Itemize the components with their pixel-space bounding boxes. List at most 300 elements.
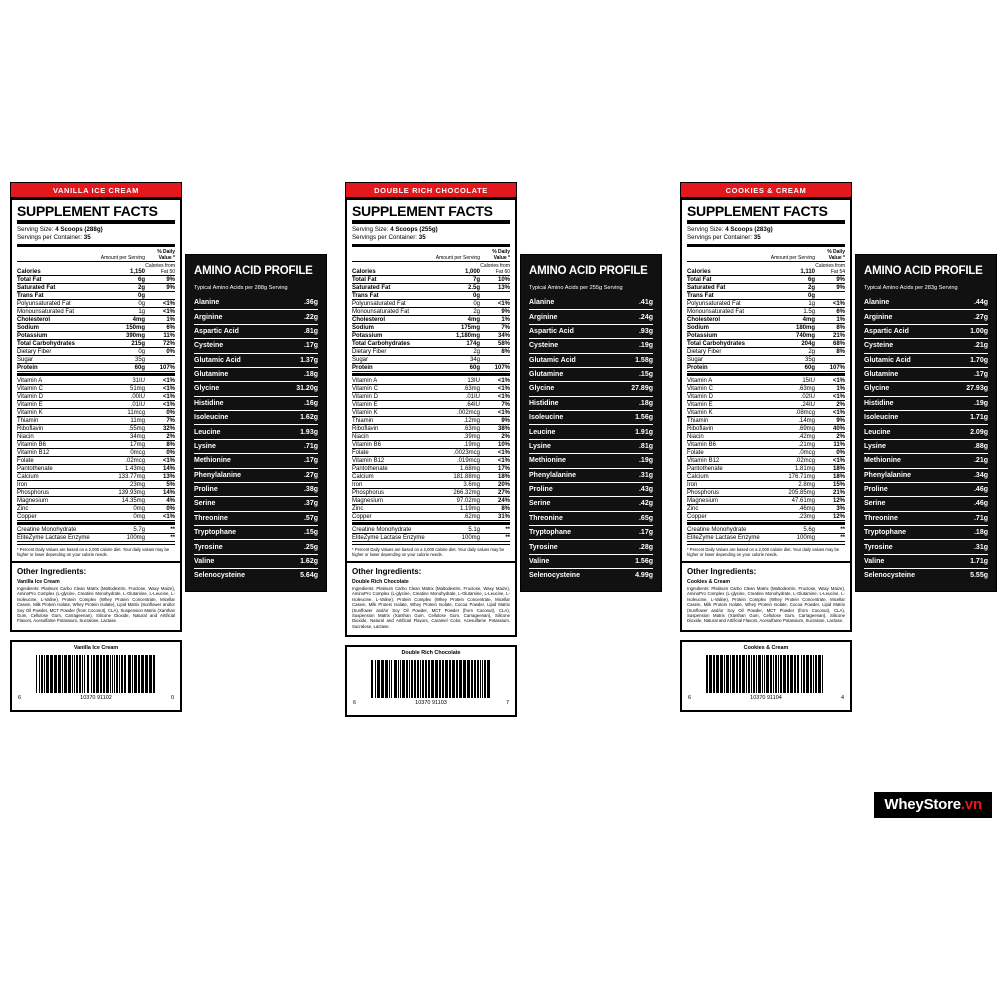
nutrient-row: [687, 364, 845, 372]
amino-row: [194, 439, 318, 453]
divider: [17, 373, 175, 376]
amino-row: [194, 497, 318, 511]
barcode-digit-left: 6: [353, 700, 357, 706]
micronutrient-row: [352, 457, 510, 465]
amino-value: .71g: [951, 511, 988, 525]
micronutrient-name: Vitamin K: [687, 409, 760, 417]
micronutrient-dv: 8%: [145, 441, 175, 449]
divider: [17, 220, 175, 224]
other-ingredients-flavor: Vanilla Ice Cream: [17, 579, 60, 585]
amino-value: .25g: [281, 540, 318, 554]
micronutrient-row: [687, 465, 845, 473]
micronutrient-dv: <1%: [145, 401, 175, 409]
micronutrient-name: Niacin: [17, 433, 90, 441]
nutrient-amount: 35g: [90, 356, 145, 364]
barcode-digit-right: 7: [505, 700, 509, 706]
micronutrient-name: Iron: [17, 481, 90, 489]
servings-label: Servings per Container:: [687, 234, 753, 241]
other-ingredients-title: Other Ingredients:: [687, 567, 757, 576]
amino-value: 1.56g: [616, 411, 653, 425]
micronutrient-name: Niacin: [687, 433, 760, 441]
amino-name: Tyrosine: [194, 540, 281, 554]
micronutrient-amount: 14.35mg: [90, 497, 145, 505]
nutrient-row: [687, 276, 845, 284]
barcode-digits-mid: 10370 91103: [415, 700, 447, 706]
micronutrient-row: [687, 425, 845, 433]
micronutrient-row: [352, 417, 510, 425]
amino-name: Methionine: [529, 454, 616, 468]
micronutrient-amount: 0mg: [90, 505, 145, 513]
micronutrient-row: [687, 385, 845, 393]
amino-value: .21g: [951, 454, 988, 468]
amino-value: .28g: [616, 540, 653, 554]
amino-name: Valine: [194, 554, 281, 568]
micronutrient-name: Zinc: [687, 505, 760, 513]
micronutrient-dv: 14%: [145, 465, 175, 473]
micronutrient-amount: .12mg: [425, 417, 480, 425]
extra-ingredient-row: [687, 534, 845, 542]
amino-value: 27.93g: [951, 382, 988, 396]
micronutrient-dv: 5%: [145, 481, 175, 489]
amino-row: [194, 526, 318, 540]
nutrient-amount: 1.5g: [760, 308, 815, 316]
amino-row: [194, 468, 318, 482]
amino-name: Threonine: [529, 511, 616, 525]
amino-row: [864, 511, 988, 525]
amino-row: [864, 425, 988, 439]
micronutrient-row: [17, 441, 175, 449]
divider: [687, 220, 845, 224]
amino-value: .41g: [616, 296, 653, 310]
nutrient-name: Sodium: [17, 324, 90, 332]
micronutrient-dv: 31%: [480, 513, 510, 521]
footnote: * Percent Daily Values are based on a 2,000 calorie diet. Your daily values may be higher or lower depending on your calorie needs.: [17, 544, 175, 557]
micronutrient-row: [687, 433, 845, 441]
amino-row: [529, 511, 653, 525]
amino-value: .24g: [616, 310, 653, 324]
micronutrient-row: [352, 433, 510, 441]
micronutrient-table: [352, 377, 510, 521]
nutrient-name: Total Carbohydrates: [687, 340, 760, 348]
other-ingredients-flavor: Double Rich Chocolate: [352, 579, 409, 585]
nutrient-name: Saturated Fat: [687, 284, 760, 292]
amino-value: .16g: [281, 396, 318, 410]
nutrient-name: Polyunsaturated Fat: [687, 300, 760, 308]
amino-value: .17g: [281, 339, 318, 353]
nutrient-dv: [145, 356, 175, 364]
amino-name: Glutamine: [194, 367, 281, 381]
nutrient-dv: <1%: [815, 300, 845, 308]
nutrient-name: Total Carbohydrates: [352, 340, 425, 348]
nutrient-amount: 0g: [425, 292, 480, 300]
divider: [17, 522, 175, 525]
micronutrient-name: Magnesium: [687, 497, 760, 505]
nutrient-dv: [815, 356, 845, 364]
amino-row: [864, 540, 988, 554]
nutrient-dv: 1%: [145, 316, 175, 324]
amino-value: .36g: [281, 296, 318, 310]
nutrient-name: Polyunsaturated Fat: [352, 300, 425, 308]
amino-name: Tyrosine: [529, 540, 616, 554]
micronutrient-row: [352, 441, 510, 449]
micronutrient-dv: <1%: [815, 377, 845, 385]
micronutrient-dv: 11%: [815, 441, 845, 449]
supplement-facts-panel: [10, 198, 182, 563]
nutrient-name: Monounsaturated Fat: [17, 308, 90, 316]
nutrient-row: [687, 308, 845, 316]
amino-name: Tyrosine: [864, 540, 951, 554]
nutrient-name: Cholesterol: [17, 316, 90, 324]
amino-name: Glutamine: [864, 367, 951, 381]
divider: [352, 220, 510, 224]
calories-value: 1,150: [90, 262, 145, 276]
micronutrient-amount: .62mg: [425, 513, 480, 521]
amino-name: Histidine: [864, 396, 951, 410]
amino-name: Histidine: [194, 396, 281, 410]
nutrient-name: Monounsaturated Fat: [352, 308, 425, 316]
other-ingredients-flavor: Cookies & Cream: [687, 579, 730, 585]
watermark-suffix: .vn: [960, 796, 982, 813]
supplement-facts-title: SUPPLEMENT FACTS: [687, 203, 828, 219]
watermark-text: WheyStore: [884, 796, 961, 813]
nutrient-name: Cholesterol: [352, 316, 425, 324]
micronutrient-dv: <1%: [145, 513, 175, 521]
micronutrient-row: [17, 497, 175, 505]
nutrient-amount: 34g: [425, 356, 480, 364]
nutrient-name: Sodium: [352, 324, 425, 332]
micronutrient-dv: 0%: [145, 505, 175, 513]
amino-value: .19g: [616, 454, 653, 468]
serving-size-label: Serving Size:: [687, 226, 724, 233]
micronutrient-amount: 3.6mg: [425, 481, 480, 489]
micronutrient-amount: .63mg: [425, 425, 480, 433]
micronutrient-amount: 1.43mg: [90, 465, 145, 473]
micronutrient-amount: 1.68mg: [425, 465, 480, 473]
micronutrient-name: Zinc: [352, 505, 425, 513]
other-ingredients-box: [680, 563, 852, 632]
barcode-number: [12, 695, 180, 701]
micronutrient-row: [352, 393, 510, 401]
micronutrient-dv: 24%: [480, 497, 510, 505]
amino-name: Selenocysteine: [529, 572, 580, 580]
nutrient-amount: 1g: [90, 308, 145, 316]
barcode-label: Vanilla Ice Cream: [73, 645, 119, 651]
micronutrient-amount: .08mcg: [760, 409, 815, 417]
amino-row: [864, 296, 988, 310]
extra-ingredient-dv: **: [145, 534, 175, 542]
barcode-digits-mid: 10370 91102: [80, 695, 112, 701]
nutrient-name: Total Carbohydrates: [17, 340, 90, 348]
amino-row: [194, 482, 318, 496]
amino-row: [194, 411, 318, 425]
micronutrient-amount: .55mg: [90, 425, 145, 433]
micronutrient-amount: 139.93mg: [90, 489, 145, 497]
amino-name: Leucine: [194, 425, 281, 439]
micronutrient-name: Folate: [352, 449, 425, 457]
micronutrient-amount: 15IU: [760, 377, 815, 385]
barcode-number: [347, 700, 515, 706]
amino-row: [864, 554, 988, 568]
amino-name: Lysine: [194, 439, 281, 453]
amino-row: [864, 454, 988, 468]
nutrient-amount: 2g: [425, 308, 480, 316]
amino-value: .46g: [951, 497, 988, 511]
amount-per-serving-header: Amount per Serving: [760, 248, 815, 262]
micronutrient-row: [352, 473, 510, 481]
nutrient-amount: 150mg: [90, 324, 145, 332]
nutrient-dv: <1%: [145, 300, 175, 308]
amino-row: [529, 554, 653, 568]
amino-row: [529, 382, 653, 396]
micronutrient-amount: .01IU: [425, 393, 480, 401]
calories-from-fat-value: 60: [504, 268, 510, 275]
nutrient-amount: 4mg: [90, 316, 145, 324]
serving-size-value: 4 Scoops (288g): [55, 226, 103, 233]
micronutrient-dv: 10%: [480, 441, 510, 449]
nutrition-table: [17, 248, 175, 372]
extra-ingredient-name: Creatine Monohydrate: [687, 526, 789, 534]
amino-row: [864, 439, 988, 453]
extra-ingredient-row: [687, 526, 845, 534]
daily-value-header: % Daily Value *: [145, 248, 175, 262]
amino-name: Valine: [529, 554, 616, 568]
amino-row: [864, 497, 988, 511]
amino-value: .18g: [616, 396, 653, 410]
nutrient-name: Saturated Fat: [17, 284, 90, 292]
nutrient-dv: [480, 292, 510, 300]
amino-name: Aspartic Acid: [529, 324, 616, 338]
amino-value: .42g: [616, 497, 653, 511]
extra-ingredient-row: [17, 526, 175, 534]
micronutrient-name: Vitamin B12: [687, 457, 760, 465]
nutrient-row: [17, 356, 175, 364]
nutrient-name: Trans Fat: [352, 292, 425, 300]
serving-size-value: 4 Scoops (255g): [390, 226, 438, 233]
barcode-digit-left: 6: [18, 695, 22, 701]
amount-per-serving-header: Amount per Serving: [90, 248, 145, 262]
nutrient-name: Saturated Fat: [352, 284, 425, 292]
amino-value: .37g: [281, 497, 318, 511]
amino-name: Glycine: [864, 382, 951, 396]
barcode-image: [706, 655, 826, 693]
calories-from-fat-label: Calories from Fat: [145, 262, 175, 275]
amino-name: Histidine: [529, 396, 616, 410]
micronutrient-dv: 12%: [815, 497, 845, 505]
barcode-box: [680, 640, 852, 712]
nutrient-name: Protein: [352, 364, 425, 372]
nutrient-name: Protein: [17, 364, 90, 372]
amino-value: 1.00g: [951, 324, 988, 338]
nutrient-row: [17, 316, 175, 324]
nutrient-row: [352, 292, 510, 300]
amino-value: 1.91g: [616, 425, 653, 439]
amino-row: [529, 439, 653, 453]
micronutrient-amount: 1.81mg: [760, 465, 815, 473]
amino-value: .44g: [951, 296, 988, 310]
micronutrient-name: Calcium: [17, 473, 90, 481]
nutrient-amount: 1,180mg: [425, 332, 480, 340]
micronutrient-dv: <1%: [145, 377, 175, 385]
amino-row: [194, 339, 318, 353]
micronutrient-dv: 13%: [145, 473, 175, 481]
micronutrient-row: [687, 393, 845, 401]
amino-value: .31g: [951, 540, 988, 554]
nutrient-amount: 390mg: [90, 332, 145, 340]
micronutrient-dv: 7%: [480, 401, 510, 409]
nutrient-dv: 10%: [480, 276, 510, 284]
amino-name: Threonine: [194, 511, 281, 525]
amino-value: .81g: [616, 439, 653, 453]
amino-name: Proline: [864, 482, 951, 496]
extra-ingredient-dv: **: [145, 526, 175, 534]
amino-row: [194, 324, 318, 338]
amino-name: Alanine: [194, 296, 281, 310]
amino-value: 1.62g: [281, 554, 318, 568]
amino-name: Arginine: [864, 310, 951, 324]
micronutrient-row: [352, 465, 510, 473]
micronutrient-dv: 0%: [815, 449, 845, 457]
nutrient-row: [352, 348, 510, 356]
micronutrient-amount: .46mg: [760, 505, 815, 513]
extra-ingredient-name: Creatine Monohydrate: [352, 526, 454, 534]
amino-value: .93g: [616, 324, 653, 338]
extra-ingredient-amount: 100mg: [454, 534, 480, 542]
amino-name: Lysine: [864, 439, 951, 453]
amino-row: [529, 353, 653, 367]
amino-row: [864, 339, 988, 353]
micronutrient-name: Copper: [352, 513, 425, 521]
micronutrient-row: [17, 409, 175, 417]
amino-row: [529, 526, 653, 540]
barcode-digits-mid: 10370 91104: [750, 695, 782, 701]
nutrient-dv: 13%: [480, 284, 510, 292]
micronutrient-name: Phosphorus: [687, 489, 760, 497]
flavor-banner: [345, 182, 517, 198]
amino-value: 31.20g: [281, 382, 318, 396]
micronutrient-amount: 2.8mg: [760, 481, 815, 489]
amino-row: [529, 482, 653, 496]
nutrient-name: Potassium: [687, 332, 760, 340]
micronutrient-dv: 12%: [815, 513, 845, 521]
flavor-banner: [680, 182, 852, 198]
nutrient-row: [687, 292, 845, 300]
micronutrient-amount: .02mcg: [90, 457, 145, 465]
barcode-box: [345, 645, 517, 717]
micronutrient-dv: <1%: [480, 377, 510, 385]
amino-name: Serine: [864, 497, 951, 511]
nutrient-dv: 8%: [480, 348, 510, 356]
barcode-number: [682, 695, 850, 701]
nutrient-row: [17, 324, 175, 332]
micronutrient-dv: 8%: [480, 505, 510, 513]
amino-profile-subtitle: Typical Amino Acids per 283g Serving: [864, 285, 958, 291]
micronutrient-row: [17, 473, 175, 481]
micronutrient-dv: 18%: [815, 465, 845, 473]
micronutrient-row: [687, 377, 845, 385]
amino-value: .15g: [616, 367, 653, 381]
nutrient-dv: 9%: [480, 308, 510, 316]
micronutrient-name: Niacin: [352, 433, 425, 441]
micronutrient-dv: 14%: [145, 489, 175, 497]
micronutrient-table: [17, 377, 175, 521]
amino-table: [529, 296, 653, 583]
calories-label: Calories: [352, 262, 425, 276]
amino-value: 27.89g: [616, 382, 653, 396]
nutrient-amount: 2g: [760, 348, 815, 356]
amino-name: Alanine: [529, 296, 616, 310]
amino-value: 1.71g: [951, 411, 988, 425]
micronutrient-name: Vitamin B6: [352, 441, 425, 449]
amino-name: Selenocysteine: [864, 572, 915, 580]
nutrient-row: [352, 308, 510, 316]
micronutrient-row: [687, 505, 845, 513]
amino-row: [864, 353, 988, 367]
micronutrient-name: Magnesium: [17, 497, 90, 505]
nutrient-row: [352, 332, 510, 340]
supplement-facts-title: SUPPLEMENT FACTS: [17, 203, 158, 219]
amino-name: Glutamic Acid: [194, 353, 281, 367]
amino-name: Valine: [864, 554, 951, 568]
micronutrient-row: [17, 449, 175, 457]
micronutrient-name: Copper: [17, 513, 90, 521]
micronutrient-dv: <1%: [480, 385, 510, 393]
micronutrient-dv: 0%: [145, 449, 175, 457]
micronutrient-dv: 9%: [480, 417, 510, 425]
amino-row: [864, 526, 988, 540]
table-header-row: [352, 248, 510, 262]
calories-row: [352, 262, 510, 276]
micronutrient-row: [17, 505, 175, 513]
micronutrient-amount: .63mg: [425, 385, 480, 393]
nutrient-row: [352, 300, 510, 308]
micronutrient-amount: 51mg: [90, 385, 145, 393]
calories-from-fat: [145, 262, 175, 276]
micronutrient-name: Iron: [352, 481, 425, 489]
amino-value: .81g: [281, 324, 318, 338]
nutrient-dv: 8%: [815, 324, 845, 332]
extra-ingredient-amount: 5.7g: [119, 526, 145, 534]
micronutrient-amount: 11mg: [90, 417, 145, 425]
micronutrient-amount: .0mcg: [760, 449, 815, 457]
extra-ingredient-dv: **: [815, 526, 845, 534]
amino-name: Glutamic Acid: [864, 353, 951, 367]
barcode-digit-right: 0: [170, 695, 174, 701]
other-ingredients-text: Ingredients: Platinum Carbo Clean Matrix (Maltodextrin, Fructose, Waxy Maize), AminoPro Complex (L-glycine, Creatine Monohydrate, L-Glutamine, L-Leucine, L-Isoleucine, L-Valine), Protein Complex (Whey Protein Concentrate, Micellar Casein, Milk Protein Isolate, Whey Protein Isolate), Lipid Matrix (Sunflower and/or Soy Oil Powder, MCT Powder (from Coconut), CLA), Suspension Matrix (Xanthan Gum, Cellulose Gum, Carrageenan), Silicone Dioxide, Natural and Artificial Flavors, Acesulfame Potassium, Sucralose, Lactase.: [17, 586, 175, 624]
amino-profile-title: AMINO ACID PROFILE: [529, 265, 648, 277]
nutrient-dv: 34%: [480, 332, 510, 340]
micronutrient-amount: .63mg: [760, 385, 815, 393]
divider: [687, 522, 845, 525]
micronutrient-name: Vitamin D: [352, 393, 425, 401]
nutrient-amount: 0g: [90, 300, 145, 308]
amino-acid-profile-panel: [185, 254, 327, 592]
micronutrient-row: [352, 385, 510, 393]
amino-row: [864, 468, 988, 482]
micronutrient-name: Thiamin: [17, 417, 90, 425]
barcode-digit-right: 4: [840, 695, 844, 701]
micronutrient-row: [352, 505, 510, 513]
extra-ingredient-row: [17, 534, 175, 542]
servings-line: [352, 234, 510, 242]
amino-value: .34g: [951, 468, 988, 482]
micronutrient-amount: .24IU: [760, 401, 815, 409]
amino-value: 5.64g: [300, 572, 318, 580]
nutrient-dv: 58%: [480, 340, 510, 348]
amino-name: Phenylalanine: [864, 468, 951, 482]
serving-size-value: 4 Scoops (283g): [725, 226, 773, 233]
micronutrient-name: Iron: [687, 481, 760, 489]
flavor-name: DOUBLE RICH CHOCOLATE: [374, 185, 488, 195]
